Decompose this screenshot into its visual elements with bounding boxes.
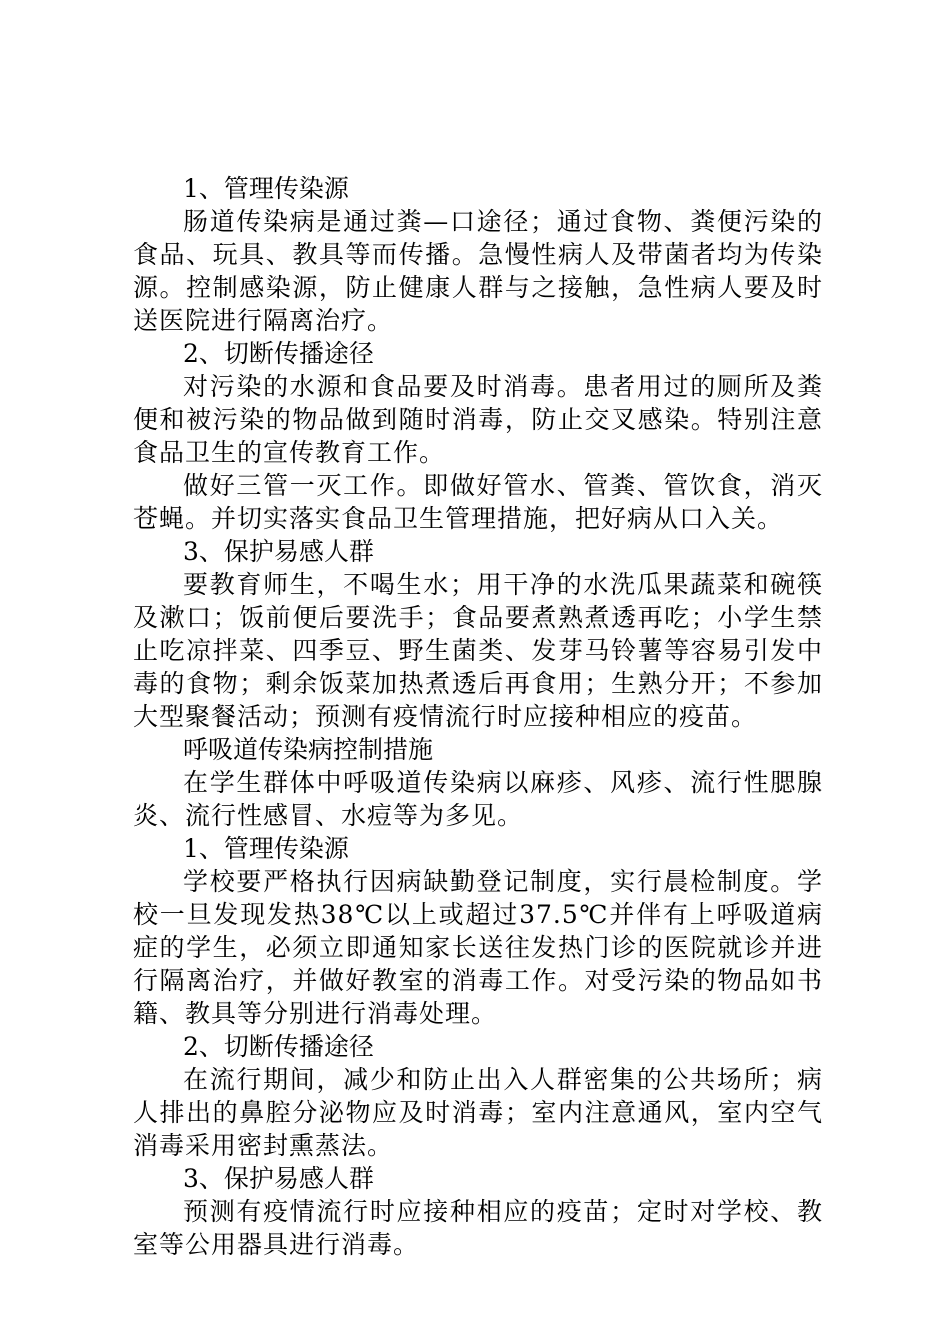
section-heading-cut-route-2: 2、切断传播途径 — [183, 1032, 374, 1061]
paragraph-intestinal-transmission: 肠道传染病是通过粪—口途径；通过食物、粪便污染的食品、玩具、教具等而传播。急慢性病人及带菌者均为传染源。控制感染源，防止健康人群与之接触，急性病人要及时送医院进行隔离治疗。 — [133, 207, 823, 335]
paragraph-disinfection: 对污染的水源和食品要及时消毒。患者用过的厕所及粪便和被污染的物品做到随时消毒，防止交叉感染。特别注意食品卫生的宣传教育工作。 — [133, 372, 823, 467]
section-heading-protect-susceptible-2: 3、保护易感人群 — [183, 1164, 374, 1193]
paragraph-morning-check: 学校要严格执行因病缺勤登记制度，实行晨检制度。学校一旦发现发热38℃以上或超过37.5℃并伴有上呼吸道病症的学生，必须立即通知家长送往发热门诊的医院就诊并进行隔离治疗，并做好教室的消毒工作。对受污染的物品如书籍、教具等分别进行消毒处理。 — [133, 867, 823, 1028]
paragraph-vaccination: 预测有疫情流行时应接种相应的疫苗；定时对学校、教室等公用器具进行消毒。 — [133, 1197, 823, 1259]
section-heading-protect-susceptible: 3、保护易感人群 — [183, 537, 374, 566]
section-heading-cut-route: 2、切断传播途径 — [183, 339, 374, 368]
section-heading-manage-source: 1、管理传染源 — [183, 174, 349, 203]
section-heading-manage-source-2: 1、管理传染源 — [183, 834, 349, 863]
paragraph-three-manage-one-eliminate: 做好三管一灭工作。即做好管水、管粪、管饮食，消灭苍蝇。并切实落实食品卫生管理措施，把好病从口入关。 — [133, 471, 823, 533]
section-heading-respiratory-control: 呼吸道传染病控制措施 — [183, 735, 434, 764]
document-page — [133, 172, 823, 1261]
paragraph-hygiene-education: 要教育师生，不喝生水；用干净的水洗瓜果蔬菜和碗筷及漱口；饭前便后要洗手；食品要煮熟煮透再吃；小学生禁止吃凉拌菜、四季豆、野生菌类、发芽马铃薯等容易引发中毒的食物；剩余饭菜加热煮透后再食用；生熟分开；不参加大型聚餐活动；预测有疫情流行时应接种相应的疫苗。 — [133, 570, 823, 731]
paragraph-avoid-crowds: 在流行期间，减少和防止出入人群密集的公共场所；病人排出的鼻腔分泌物应及时消毒；室内注意通风，室内空气消毒采用密封熏蒸法。 — [133, 1065, 823, 1160]
paragraph-respiratory-diseases: 在学生群体中呼吸道传染病以麻疹、风疹、流行性腮腺炎、流行性感冒、水痘等为多见。 — [133, 768, 823, 830]
